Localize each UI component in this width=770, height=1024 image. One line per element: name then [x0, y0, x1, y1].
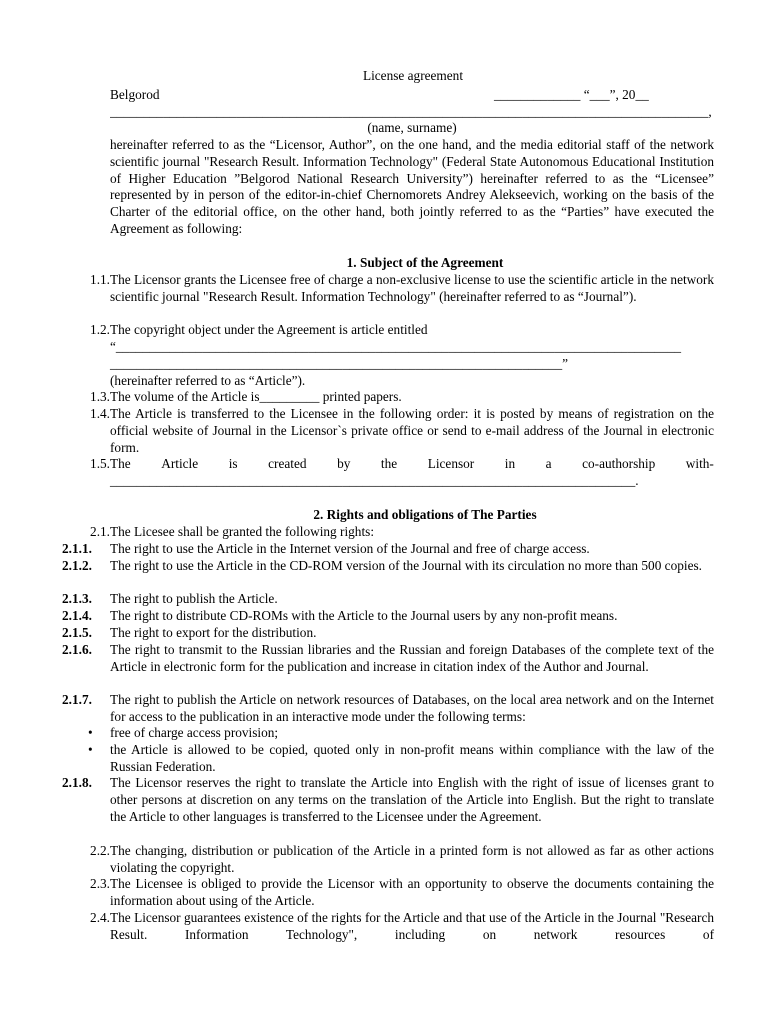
- word: created: [268, 456, 307, 471]
- clause-number: 2.1.8.: [62, 775, 92, 790]
- clause-number: 2.4.: [90, 910, 110, 925]
- word: Licensor: [427, 456, 475, 471]
- clause-number: 2.1.2.: [62, 558, 92, 573]
- clause-number: 2.1.: [90, 524, 110, 539]
- section2-heading: 2. Rights and obligations of The Parties: [313, 507, 537, 522]
- clause-number: 2.1.3.: [62, 591, 92, 606]
- word: by: [337, 456, 351, 471]
- clause-text: The changing, distribution or publication of the Article in a printed form is not allowed as far as other actions violating the copyright.: [110, 843, 714, 875]
- clause-number: 2.1.7.: [62, 692, 92, 707]
- coauthor-line: _______________________________________________________________________________.: [110, 473, 639, 488]
- bullet-icon: •: [88, 725, 93, 740]
- word: Article: [161, 456, 199, 471]
- clause-number: 2.2.: [90, 843, 110, 858]
- clause-text: The right to publish the Article on network resources of Databases, on the local area network and on the Internet for access to the publication in an interactive mode under the following terms:: [110, 692, 714, 724]
- name-caption: (name, surname): [367, 120, 457, 135]
- clause-text: The Licensor reserves the right to translate the Article into English with the right of issue of licenses grant to other persons at discretion on any terms on the translation of the Article into English. But the right to translate the Article to other languages is transferred to the Licensee under the Agreement.: [110, 775, 714, 824]
- clause-number: 1.2.: [90, 322, 110, 337]
- word: The: [110, 456, 131, 471]
- clause-text: The right to transmit to the Russian libraries and the Russian and foreign Databases of the complete text of the Article in electronic form for the publication and increase in citation index of the Author and Journal.: [110, 642, 714, 674]
- clause-number: 2.1.6.: [62, 642, 92, 657]
- clause-number: 2.1.1.: [62, 541, 92, 556]
- article-note: (hereinafter referred to as “Article”).: [110, 373, 306, 388]
- bullet-text: free of charge access provision;: [110, 725, 279, 740]
- clause-number: 1.4.: [90, 406, 110, 421]
- article-title-line-1: “_____________________________________________________________________________________: [110, 339, 682, 354]
- clause-number: 1.5.: [90, 456, 110, 471]
- clause-text: The Licesee shall be granted the following rights:: [110, 524, 375, 539]
- clause-text: The Licensor grants the Licensee free of charge a non-exclusive license to use the scientific article in the network scientific journal "Research Result. Information Technology" (hereinafter referred to as “Journal”).: [110, 272, 714, 304]
- clause-text: The right to export for the distribution.: [110, 625, 317, 640]
- clause-text: The right to use the Article in the Internet version of the Journal and free of charge access.: [110, 541, 590, 556]
- section1-heading: 1. Subject of the Agreement: [346, 255, 504, 270]
- bullet-text: the Article is allowed to be copied, quoted only in non-profit means within compliance with the law of the Russian Federation.: [110, 742, 714, 774]
- clause-text: The volume of the Article is_________ printed papers.: [110, 389, 402, 404]
- clause-number: 1.1.: [90, 272, 110, 287]
- name-line: __________________________________________________________________________________________,: [110, 104, 712, 119]
- clause-number: 1.3.: [90, 389, 110, 404]
- clause-text: The right to publish the Article.: [110, 591, 278, 606]
- word: with-: [685, 456, 714, 471]
- clause-text: The right to distribute CD-ROMs with the Article to the Journal users by any non-profit means.: [110, 608, 618, 623]
- clause-text: The copyright object under the Agreement is article entitled: [110, 322, 428, 337]
- clause-text: The Licensee is obliged to provide the Licensor with an opportunity to observe the documents containing the information about using of the Article.: [110, 876, 714, 908]
- clause-text: The Article is transferred to the Licensee in the following order: it is posted by means of registration on the official website of Journal in the Licensor`s private office or send to e-mail address of the Journal in electronic form.: [110, 406, 714, 455]
- clause-number: 2.3.: [90, 876, 110, 891]
- clause-number: 2.1.5.: [62, 625, 92, 640]
- word: a: [545, 456, 552, 471]
- document-title: License agreement: [362, 68, 464, 83]
- preamble: hereinafter referred to as the “Licensor, Author”, on the one hand, and the media editorial staff of the network scientific journal "Research Result. Information Technology" (Federal State Autonomous Educational Institution of Higher Education ”Belgorod National Research University”) hereinafter referred to as the “Licensee” represented by in person of the editor-in-chief Chernomorets Andrey Alekseevich, working on the basis of the Charter of the editorial office, on the other hand, both jointly referred to as the “Parties” have executed the Agreement as following:: [110, 137, 714, 236]
- date-field: _____________ “___”, 20__: [494, 87, 649, 102]
- city: Belgorod: [110, 87, 160, 102]
- word: co-authorship: [582, 456, 656, 471]
- article-title-line-2: ____________________________________________________________________”: [110, 356, 568, 371]
- word: in: [504, 456, 516, 471]
- clause-number: 2.1.4.: [62, 608, 92, 623]
- clause-text: The Licensor guarantees existence of the rights for the Article and that use of the Article in the Journal "Research Result. Information Technology", including on network resources of: [110, 910, 714, 942]
- clause-text: The right to use the Article in the CD-ROM version of the Journal with its circulation no more than 500 copies.: [110, 558, 702, 573]
- bullet-icon: •: [88, 742, 93, 757]
- coauthorship-line: [110, 456, 714, 473]
- word: is: [228, 456, 238, 471]
- word: the: [380, 456, 398, 471]
